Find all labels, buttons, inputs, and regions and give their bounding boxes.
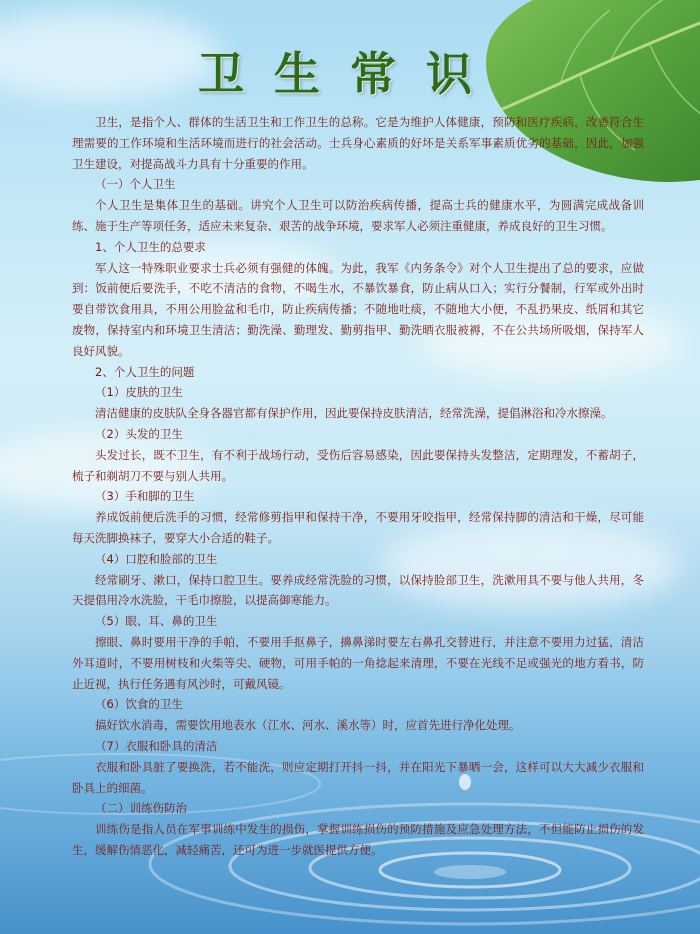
paragraph: 卫生，是指个人、群体的生活卫生和工作卫生的总称。它是为维护人体健康，预防和医疗疾病，改善符合生理需要的工作环境和生活环境而进行的社会活动。士兵身心素质的好坏是关系军事素质优劣的基础，因此，加强卫生建设，对提高战斗力具有十分重要的作用。	[72, 115, 644, 171]
paragraph: 衣服和卧具脏了要换洗，若不能洗，则应定期打开抖一抖，并在阳光下暴晒一会，这样可以大大减少衣服和卧具上的细菌。	[72, 759, 644, 795]
section-heading: （5）眼、耳、鼻的卫生	[95, 614, 218, 629]
paragraph: 个人卫生是集体卫生的基础。讲究个人卫生可以防治疾病传播，提高士兵的健康水平，为圆满完成战备训练、施于生产等项任务，适应未来复杂、艰苦的战争环境，要求军人必须注重健康，养成良好的卫生习惯。	[72, 198, 644, 233]
paragraph: 头发过长，既不卫生，有不利于战场行动，受伤后容易感染，因此要保持头发整洁，定期理发，不蓄胡子，梳子和剃胡刀不要与别人共用。	[72, 447, 644, 483]
section-heading: （3）手和脚的卫生	[95, 489, 195, 504]
paragraph: 清洁健康的皮肤队全身各器官都有保护作用，因此要保持皮肤清洁，经常洗澡，提倡淋浴和冷水擦澡。	[95, 406, 613, 421]
section-heading: （4）口腔和脸部的卫生	[95, 551, 218, 566]
section-heading: （1）皮肤的卫生	[95, 385, 183, 400]
paragraph: 军人这一特殊职业要求士兵必须有强健的体魄。为此，我军《内务条令》对个人卫生提出了总的要求，应做到：饭前便后要洗手，不吃不清洁的食物，不喝生水，不暴饮暴食，防止病从口入；实行分餐制，行军或外出时要自带饮食用具，不用公用脸盆和毛巾，防止疾病传播；不随地吐痰，不随地大小便，不乱扔果皮、纸屑和其它废物，保持室内和环境卫生清洁；勤洗澡、勤理发、勤剪指甲、勤洗晒衣服被褥，不在公共场所吸烟，保持军人良好风貌。	[72, 260, 644, 358]
section-heading: 2、个人卫生的问题	[95, 364, 195, 379]
page-title: 卫生常识	[198, 47, 502, 101]
paragraph: 搞好饮水消毒，需要饮用地表水（江水、河水、溪水等）时，应首先进行净化处理。	[95, 718, 521, 733]
section-heading: 1、个人卫生的总要求	[95, 239, 206, 254]
article-body	[72, 112, 644, 861]
paragraph: 经常刷牙、漱口，保持口腔卫生。要养成经常洗脸的习惯，以保持脸部卫生，洗漱用具不要与他人共用，冬天提倡用冷水洗脸，干毛巾擦脸，以提高御寒能力。	[72, 572, 644, 608]
paragraph: 擦眼、鼻时要用干净的手帕，不要用手抠鼻子，擤鼻涕时要左右鼻孔交替进行，并注意不要用力过猛，清洁外耳道时，不要用树枝和火柴等尖、硬物，可用手帕的一角捻起来清理，不要在光线不足或强光的地方看书，防止近视，执行任务遇有风沙时，可戴风镜。	[72, 634, 644, 691]
section-heading: （6）饮食的卫生	[95, 697, 183, 712]
section-heading: （二）训练伤防治	[95, 801, 187, 816]
section-heading: （7）衣服和卧具的清洁	[95, 738, 218, 753]
paragraph: 养成饭前便后洗手的习惯，经常修剪指甲和保持干净，不要用牙咬指甲，经常保持脚的清洁和干燥，尽可能每天洗脚换袜子，要穿大小合适的鞋子。	[72, 510, 644, 545]
paragraph: 训练伤是指人员在军事训练中发生的损伤，掌握训练损伤的预防措施及应急处理方法，不但能防止损伤的发生，缓解伤情恶化，减轻痛苦，还可为进一步就医提供方便。	[72, 822, 644, 857]
section-heading: （2）头发的卫生	[95, 426, 183, 441]
section-heading: （一）个人卫生	[95, 177, 176, 192]
